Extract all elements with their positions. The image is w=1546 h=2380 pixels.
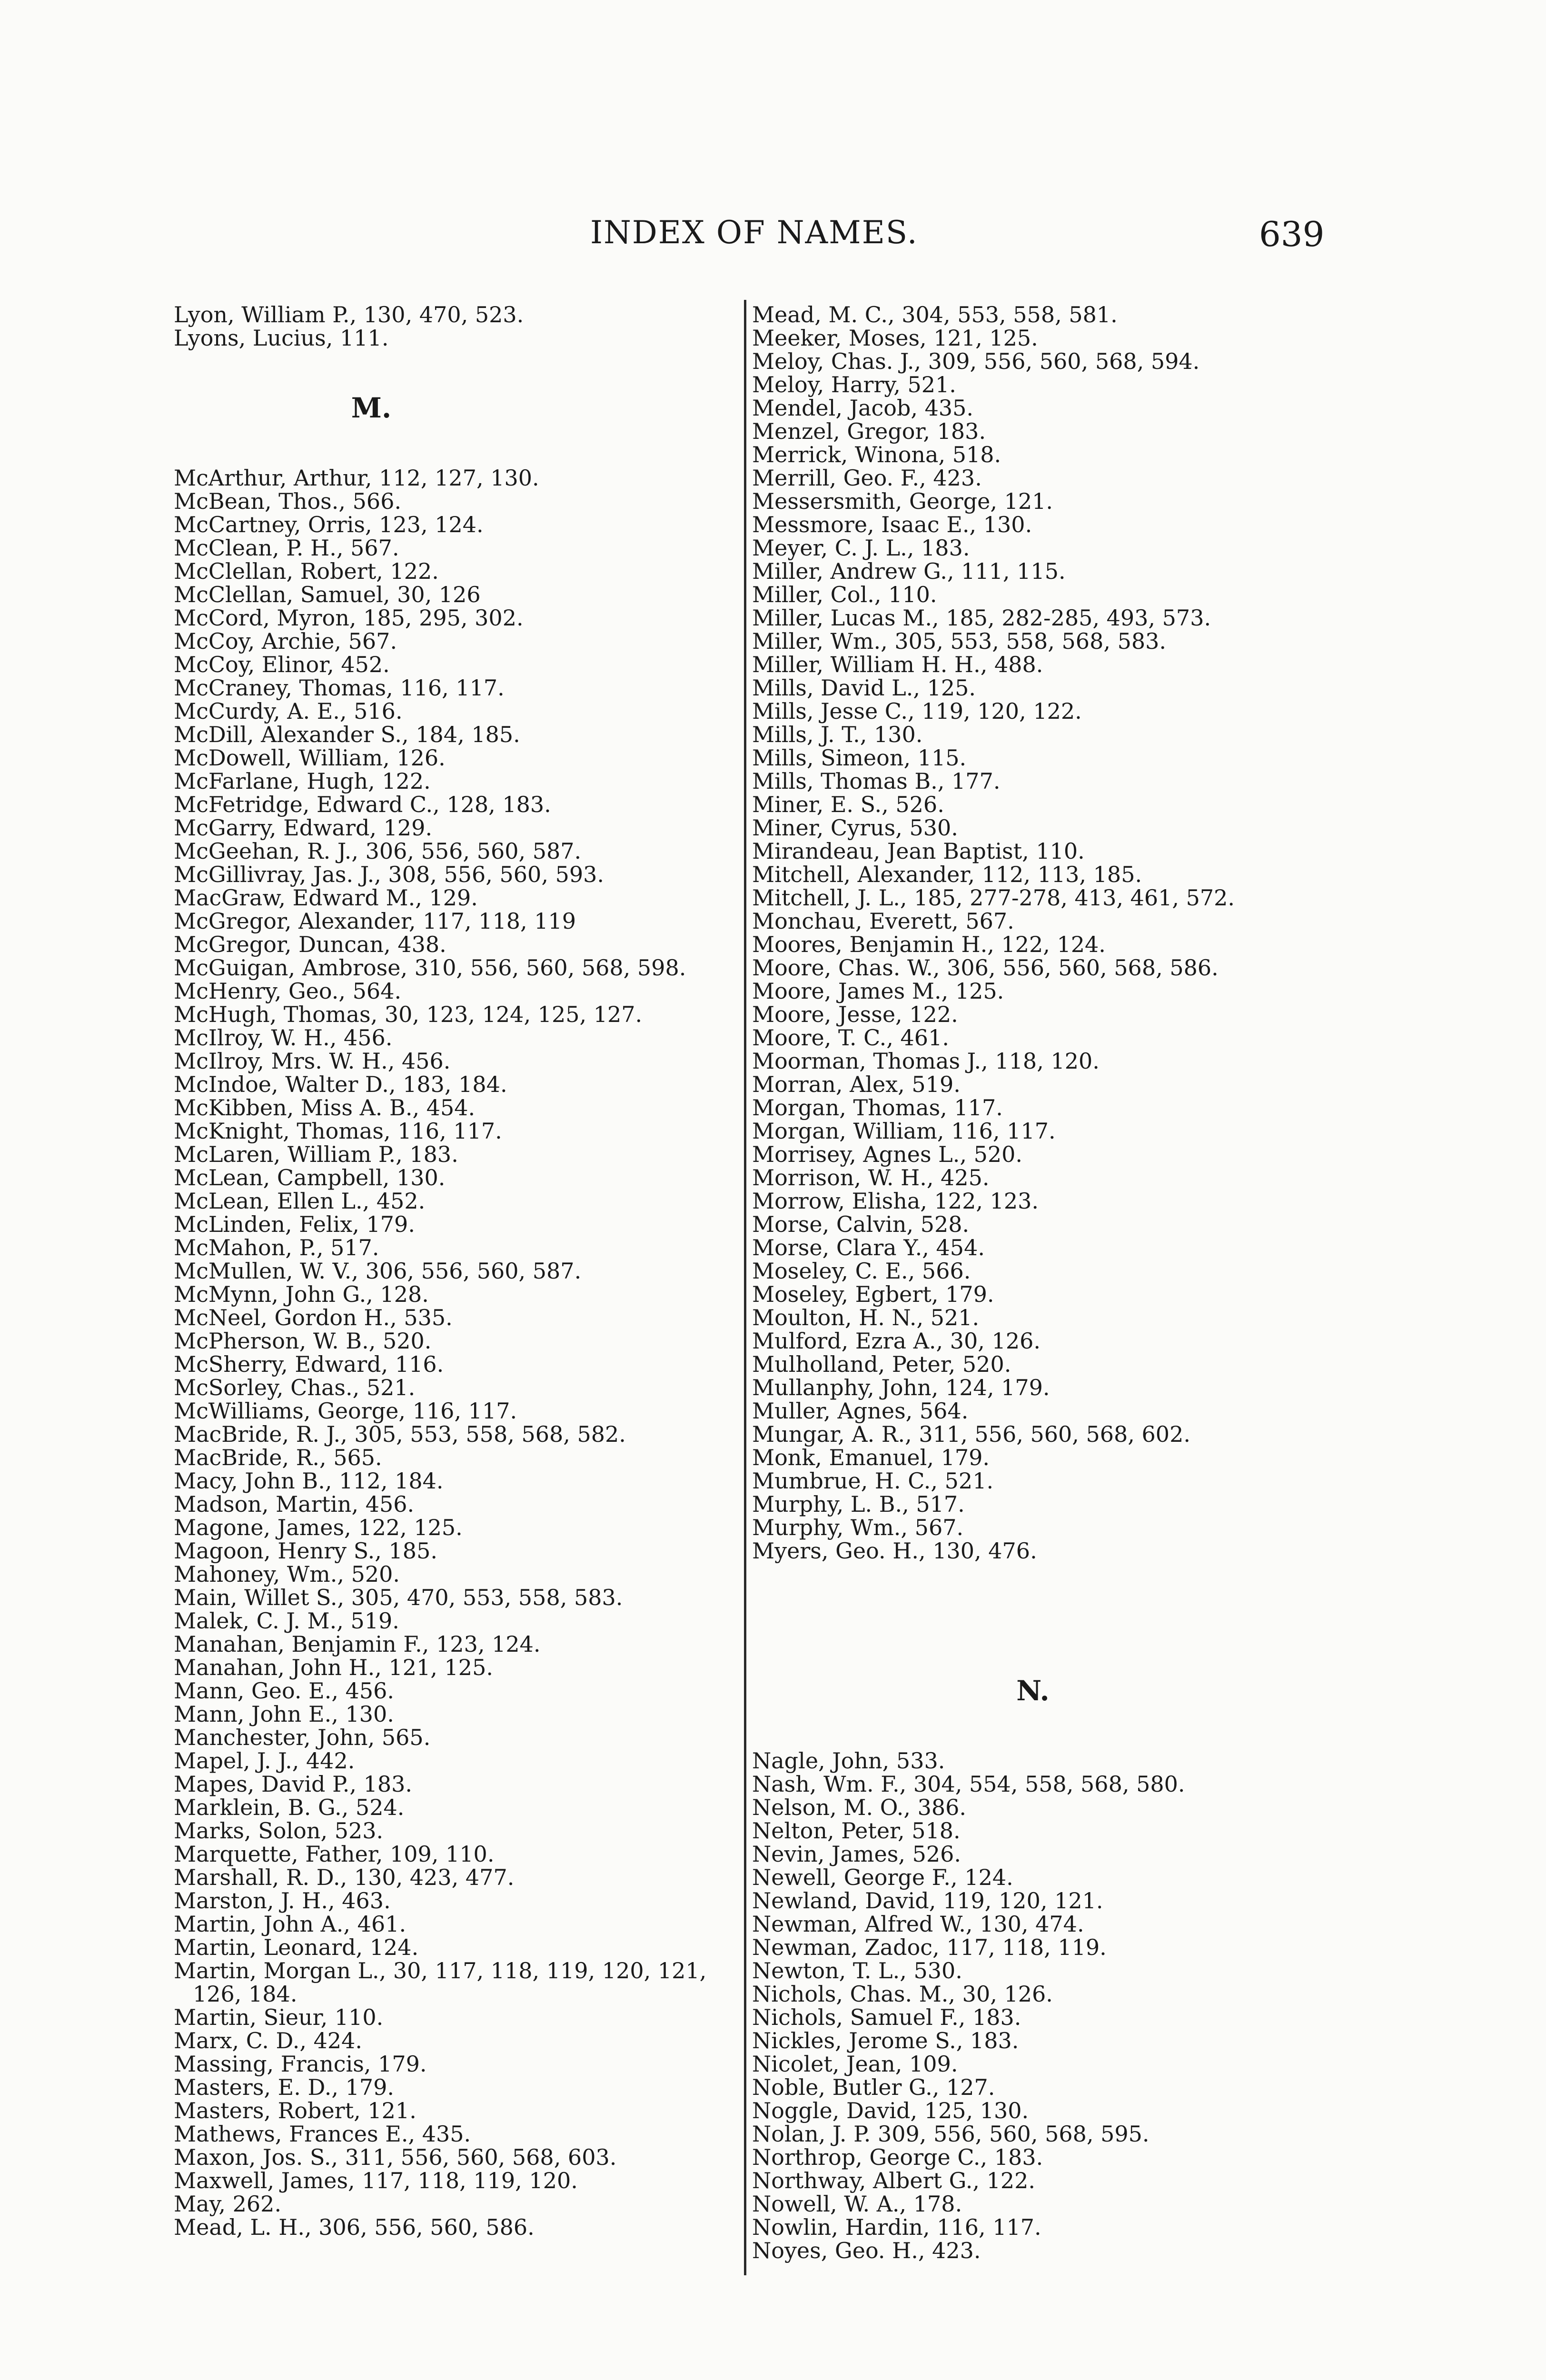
index-entry: Manchester, John, 565. bbox=[174, 1725, 431, 1750]
index-entry: McHugh, Thomas, 30, 123, 124, 125, 127. bbox=[174, 1002, 643, 1027]
index-entry: Morrisey, Agnes L., 520. bbox=[752, 1141, 1023, 1167]
index-entry: Mead, L. H., 306, 556, 560, 586. bbox=[174, 2214, 535, 2240]
index-entry: Marklein, B. G., 524. bbox=[174, 1795, 405, 1820]
index-entry: McMullen, W. V., 306, 556, 560, 587. bbox=[174, 1258, 582, 1284]
index-entry: Moore, Chas. W., 306, 556, 560, 568, 586. bbox=[752, 955, 1219, 981]
index-entry: McFarlane, Hugh, 122. bbox=[174, 768, 431, 794]
index-entry: Mapel, J. J., 442. bbox=[174, 1748, 355, 1774]
index-entry: Nelson, M. O., 386. bbox=[752, 1795, 967, 1820]
index-entry: Maxwell, James, 117, 118, 119, 120. bbox=[174, 2168, 578, 2193]
index-entry: Mann, Geo. E., 456. bbox=[174, 1678, 394, 1704]
index-entry: McPherson, W. B., 520. bbox=[174, 1328, 432, 1354]
index-entry: Morgan, Thomas, 117. bbox=[752, 1095, 1003, 1121]
blank-line bbox=[174, 350, 731, 373]
index-entry: Miller, William H. H., 488. bbox=[752, 652, 1043, 677]
index-entry: Morrow, Elisha, 122, 123. bbox=[752, 1188, 1039, 1214]
index-entry: McKibben, Miss A. B., 454. bbox=[174, 1095, 476, 1121]
index-entry: Northrop, George C., 183. bbox=[752, 2144, 1043, 2170]
index-entry: McWilliams, George, 116, 117. bbox=[174, 1398, 517, 1424]
index-column-right bbox=[752, 303, 1418, 2262]
index-entry: McHenry, Geo., 564. bbox=[174, 978, 402, 1004]
index-entry: Mapes, David P., 183. bbox=[174, 1771, 413, 1797]
index-entry: McCraney, Thomas, 116, 117. bbox=[174, 675, 505, 701]
index-entry: Messmore, Isaac E., 130. bbox=[752, 512, 1032, 537]
section-letter-heading: M. bbox=[351, 392, 392, 424]
index-entry: Morse, Clara Y., 454. bbox=[752, 1235, 985, 1260]
index-entry: Marshall, R. D., 130, 423, 477. bbox=[174, 1864, 515, 1890]
index-entry: Mitchell, J. L., 185, 277-278, 413, 461, 572. bbox=[752, 885, 1235, 911]
blank-line bbox=[752, 1703, 1418, 1726]
index-entry: McGeehan, R. J., 306, 556, 560, 587. bbox=[174, 838, 582, 864]
index-entry: Madson, Martin, 456. bbox=[174, 1491, 415, 1517]
index-entry: Moseley, Egbert, 179. bbox=[752, 1281, 994, 1307]
index-entry: Newman, Zadoc, 117, 118, 119. bbox=[752, 1934, 1107, 1960]
index-entry: Newton, T. L., 530. bbox=[752, 1958, 962, 1983]
index-entry: Moseley, C. E., 566. bbox=[752, 1258, 971, 1284]
index-entry: Masters, E. D., 179. bbox=[174, 2074, 395, 2100]
index-entry: McCartney, Orris, 123, 124. bbox=[174, 512, 484, 537]
index-entry: Moore, Jesse, 122. bbox=[752, 1002, 958, 1027]
index-entry: McLean, Campbell, 130. bbox=[174, 1165, 446, 1190]
index-entry: McClean, P. H., 567. bbox=[174, 535, 399, 561]
index-entry: Meloy, Chas. J., 309, 556, 560, 568, 594. bbox=[752, 348, 1200, 374]
index-entry: Mumbrue, H. C., 521. bbox=[752, 1468, 994, 1494]
index-entry: Mulford, Ezra A., 30, 126. bbox=[752, 1328, 1041, 1354]
index-entry: Menzel, Gregor, 183. bbox=[752, 418, 986, 444]
index-entry: Mead, M. C., 304, 553, 558, 581. bbox=[752, 302, 1118, 327]
index-entry: Nichols, Samuel F., 183. bbox=[752, 2004, 1021, 2030]
index-entry: Mahoney, Wm., 520. bbox=[174, 1561, 400, 1587]
index-entry: Nevin, James, 526. bbox=[752, 1841, 961, 1867]
index-entry: Merrick, Winona, 518. bbox=[752, 442, 1001, 467]
blank-line bbox=[174, 420, 731, 443]
index-entry: Northway, Albert G., 122. bbox=[752, 2168, 1036, 2193]
index-entry: MacGraw, Edward M., 129. bbox=[174, 885, 478, 911]
column-divider bbox=[744, 300, 746, 2275]
index-entry: Miller, Andrew G., 111, 115. bbox=[752, 558, 1066, 584]
index-entry: Nichols, Chas. M., 30, 126. bbox=[752, 1981, 1053, 2007]
blank-line bbox=[174, 443, 731, 466]
index-entry: McDill, Alexander S., 184, 185. bbox=[174, 722, 520, 747]
index-entry: Mathews, Frances E., 435. bbox=[174, 2121, 471, 2147]
index-entry: McDowell, William, 126. bbox=[174, 745, 446, 771]
index-entry: Moores, Benjamin H., 122, 124. bbox=[752, 932, 1106, 957]
index-entry: Meloy, Harry, 521. bbox=[752, 372, 956, 397]
index-entry: Lyon, William P., 130, 470, 523. bbox=[174, 302, 524, 327]
index-column-left bbox=[174, 303, 731, 2239]
index-entry: Martin, Morgan L., 30, 117, 118, 119, 120, 121, bbox=[174, 1958, 707, 1983]
index-entry: McMahon, P., 517. bbox=[174, 1235, 379, 1260]
index-entry: McGuigan, Ambrose, 310, 556, 560, 568, 598. bbox=[174, 955, 686, 981]
index-entry: McIlroy, W. H., 456. bbox=[174, 1025, 393, 1051]
index-entry-continuation: 126, 184. bbox=[193, 1981, 297, 2007]
index-entry: Mirandeau, Jean Baptist, 110. bbox=[752, 838, 1085, 864]
index-entry: Miner, Cyrus, 530. bbox=[752, 815, 958, 841]
index-entry: Newland, David, 119, 120, 121. bbox=[752, 1888, 1103, 1914]
blank-line bbox=[174, 373, 731, 397]
index-entry: Marston, J. H., 463. bbox=[174, 1888, 391, 1914]
index-entry: Nash, Wm. F., 304, 554, 558, 568, 580. bbox=[752, 1771, 1185, 1797]
index-entry: Nowlin, Hardin, 116, 117. bbox=[752, 2214, 1041, 2240]
index-entry: Noggle, David, 125, 130. bbox=[752, 2098, 1029, 2123]
index-entry: Macy, John B., 112, 184. bbox=[174, 1468, 444, 1494]
index-entry: Malek, C. J. M., 519. bbox=[174, 1608, 399, 1634]
index-entry: Morrison, W. H., 425. bbox=[752, 1165, 990, 1190]
index-entry: Mills, Jesse C., 119, 120, 122. bbox=[752, 698, 1082, 724]
page-number: 639 bbox=[1259, 214, 1325, 254]
index-entry: Murphy, L. B., 517. bbox=[752, 1491, 965, 1517]
index-entry: Murphy, Wm., 567. bbox=[752, 1515, 964, 1540]
index-entry: Mills, Thomas B., 177. bbox=[752, 768, 1001, 794]
blank-line bbox=[752, 1726, 1418, 1749]
index-entry: Mills, Simeon, 115. bbox=[752, 745, 967, 771]
blank-line bbox=[752, 1586, 1418, 1609]
index-entry: McNeel, Gordon H., 535. bbox=[174, 1305, 453, 1330]
index-entry: Mulholland, Peter, 520. bbox=[752, 1351, 1011, 1377]
index-entry: McGillivray, Jas. J., 308, 556, 560, 593. bbox=[174, 862, 604, 887]
page-title: INDEX OF NAMES. bbox=[590, 214, 918, 251]
index-entry: Magoon, Henry S., 185. bbox=[174, 1538, 437, 1564]
index-entry: Marks, Solon, 523. bbox=[174, 1818, 384, 1844]
index-entry: Newell, George F., 124. bbox=[752, 1864, 1013, 1890]
blank-line bbox=[752, 1633, 1418, 1656]
index-entry: Merrill, Geo. F., 423. bbox=[752, 465, 982, 491]
index-entry: Monk, Emanuel, 179. bbox=[752, 1445, 990, 1470]
index-entry: McIndoe, Walter D., 183, 184. bbox=[174, 1071, 507, 1097]
index-entry: Miller, Col., 110. bbox=[752, 582, 937, 607]
index-entry: Moorman, Thomas J., 118, 120. bbox=[752, 1048, 1100, 1074]
index-entry: Marx, C. D., 424. bbox=[174, 2028, 363, 2053]
index-entry: Morran, Alex, 519. bbox=[752, 1071, 961, 1097]
blank-line bbox=[752, 1609, 1418, 1633]
index-entry: Newman, Alfred W., 130, 474. bbox=[752, 1911, 1084, 1937]
index-entry: Meeker, Moses, 121, 125. bbox=[752, 325, 1038, 351]
index-entry: Noyes, Geo. H., 423. bbox=[752, 2238, 981, 2263]
index-entry: McBean, Thos., 566. bbox=[174, 488, 402, 514]
index-entry: Martin, Sieur, 110. bbox=[174, 2004, 384, 2030]
index-entry: Moore, James M., 125. bbox=[752, 978, 1004, 1004]
index-entry: Nickles, Jerome S., 183. bbox=[752, 2028, 1019, 2053]
blank-line bbox=[752, 1563, 1418, 1586]
index-entry: Manahan, Benjamin F., 123, 124. bbox=[174, 1631, 541, 1657]
index-entry: Nagle, John, 533. bbox=[752, 1748, 945, 1774]
index-entry: McMynn, John G., 128. bbox=[174, 1281, 429, 1307]
index-entry: McIlroy, Mrs. W. H., 456. bbox=[174, 1048, 451, 1074]
index-entry: McLean, Ellen L., 452. bbox=[174, 1188, 426, 1214]
index-entry: McLaren, William P., 183. bbox=[174, 1141, 458, 1167]
index-entry: Monchau, Everett, 567. bbox=[752, 908, 1014, 934]
index-entry: McClellan, Samuel, 30, 126 bbox=[174, 582, 481, 607]
index-entry: Miller, Wm., 305, 553, 558, 568, 583. bbox=[752, 628, 1167, 654]
index-entry: McGregor, Duncan, 438. bbox=[174, 932, 446, 957]
index-entry: MacBride, R. J., 305, 553, 558, 568, 582. bbox=[174, 1421, 626, 1447]
index-entry: Mitchell, Alexander, 112, 113, 185. bbox=[752, 862, 1142, 887]
index-entry: Myers, Geo. H., 130, 476. bbox=[752, 1538, 1037, 1564]
index-entry: McSherry, Edward, 116. bbox=[174, 1351, 444, 1377]
index-entry: Mills, David L., 125. bbox=[752, 675, 976, 701]
index-entry: Lyons, Lucius, 111. bbox=[174, 325, 389, 351]
index-entry: Meyer, C. J. L., 183. bbox=[752, 535, 970, 561]
index-entry: McCord, Myron, 185, 295, 302. bbox=[174, 605, 524, 631]
index-entry: Masters, Robert, 121. bbox=[174, 2098, 416, 2123]
index-entry: McKnight, Thomas, 116, 117. bbox=[174, 1118, 502, 1144]
index-entry: Mills, J. T., 130. bbox=[752, 722, 923, 747]
index-entry: Mungar, A. R., 311, 556, 560, 568, 602. bbox=[752, 1421, 1190, 1447]
index-entry: MacBride, R., 565. bbox=[174, 1445, 382, 1470]
index-entry: Nicolet, Jean, 109. bbox=[752, 2051, 958, 2077]
index-entry: Miner, E. S., 526. bbox=[752, 792, 944, 817]
index-entry: Massing, Francis, 179. bbox=[174, 2051, 427, 2077]
index-entry: Nolan, J. P. 309, 556, 560, 568, 595. bbox=[752, 2121, 1150, 2147]
index-entry: McSorley, Chas., 521. bbox=[174, 1375, 416, 1400]
index-entry: Mann, John E., 130. bbox=[174, 1701, 394, 1727]
index-entry: McArthur, Arthur, 112, 127, 130. bbox=[174, 465, 539, 491]
index-entry: McCoy, Archie, 567. bbox=[174, 628, 397, 654]
index-entry: Manahan, John H., 121, 125. bbox=[174, 1655, 493, 1680]
index-entry: Messersmith, George, 121. bbox=[752, 488, 1053, 514]
index-entry: Noble, Butler G., 127. bbox=[752, 2074, 995, 2100]
blank-line bbox=[752, 1656, 1418, 1679]
index-entry: Moore, T. C., 461. bbox=[752, 1025, 949, 1051]
index-entry: Martin, Leonard, 124. bbox=[174, 1934, 419, 1960]
index-entry: Nowell, W. A., 178. bbox=[752, 2191, 962, 2217]
index-entry: Moulton, H. N., 521. bbox=[752, 1305, 980, 1330]
index-entry: Martin, John A., 461. bbox=[174, 1911, 406, 1937]
index-entry: Miller, Lucas M., 185, 282-285, 493, 573. bbox=[752, 605, 1211, 631]
index-entry: Mullanphy, John, 124, 179. bbox=[752, 1375, 1050, 1400]
index-entry: May, 262. bbox=[174, 2191, 282, 2217]
index-entry: McGregor, Alexander, 117, 118, 119 bbox=[174, 908, 576, 934]
index-entry: Morse, Calvin, 528. bbox=[752, 1211, 970, 1237]
index-entry: McCoy, Elinor, 452. bbox=[174, 652, 390, 677]
index-entry: Mendel, Jacob, 435. bbox=[752, 395, 974, 421]
index-entry: Nelton, Peter, 518. bbox=[752, 1818, 961, 1844]
index-entry: Magone, James, 122, 125. bbox=[174, 1515, 463, 1540]
section-letter-heading: N. bbox=[1016, 1675, 1050, 1707]
index-entry: McLinden, Felix, 179. bbox=[174, 1211, 415, 1237]
index-entry: Main, Willet S., 305, 470, 553, 558, 583. bbox=[174, 1585, 623, 1610]
index-entry: Muller, Agnes, 564. bbox=[752, 1398, 969, 1424]
index-entry: Maxon, Jos. S., 311, 556, 560, 568, 603. bbox=[174, 2144, 617, 2170]
index-entry: Morgan, William, 116, 117. bbox=[752, 1118, 1056, 1144]
index-entry: McCurdy, A. E., 516. bbox=[174, 698, 403, 724]
index-entry: McFetridge, Edward C., 128, 183. bbox=[174, 792, 551, 817]
index-entry: McClellan, Robert, 122. bbox=[174, 558, 439, 584]
index-entry: McGarry, Edward, 129. bbox=[174, 815, 433, 841]
index-entry: Marquette, Father, 109, 110. bbox=[174, 1841, 495, 1867]
